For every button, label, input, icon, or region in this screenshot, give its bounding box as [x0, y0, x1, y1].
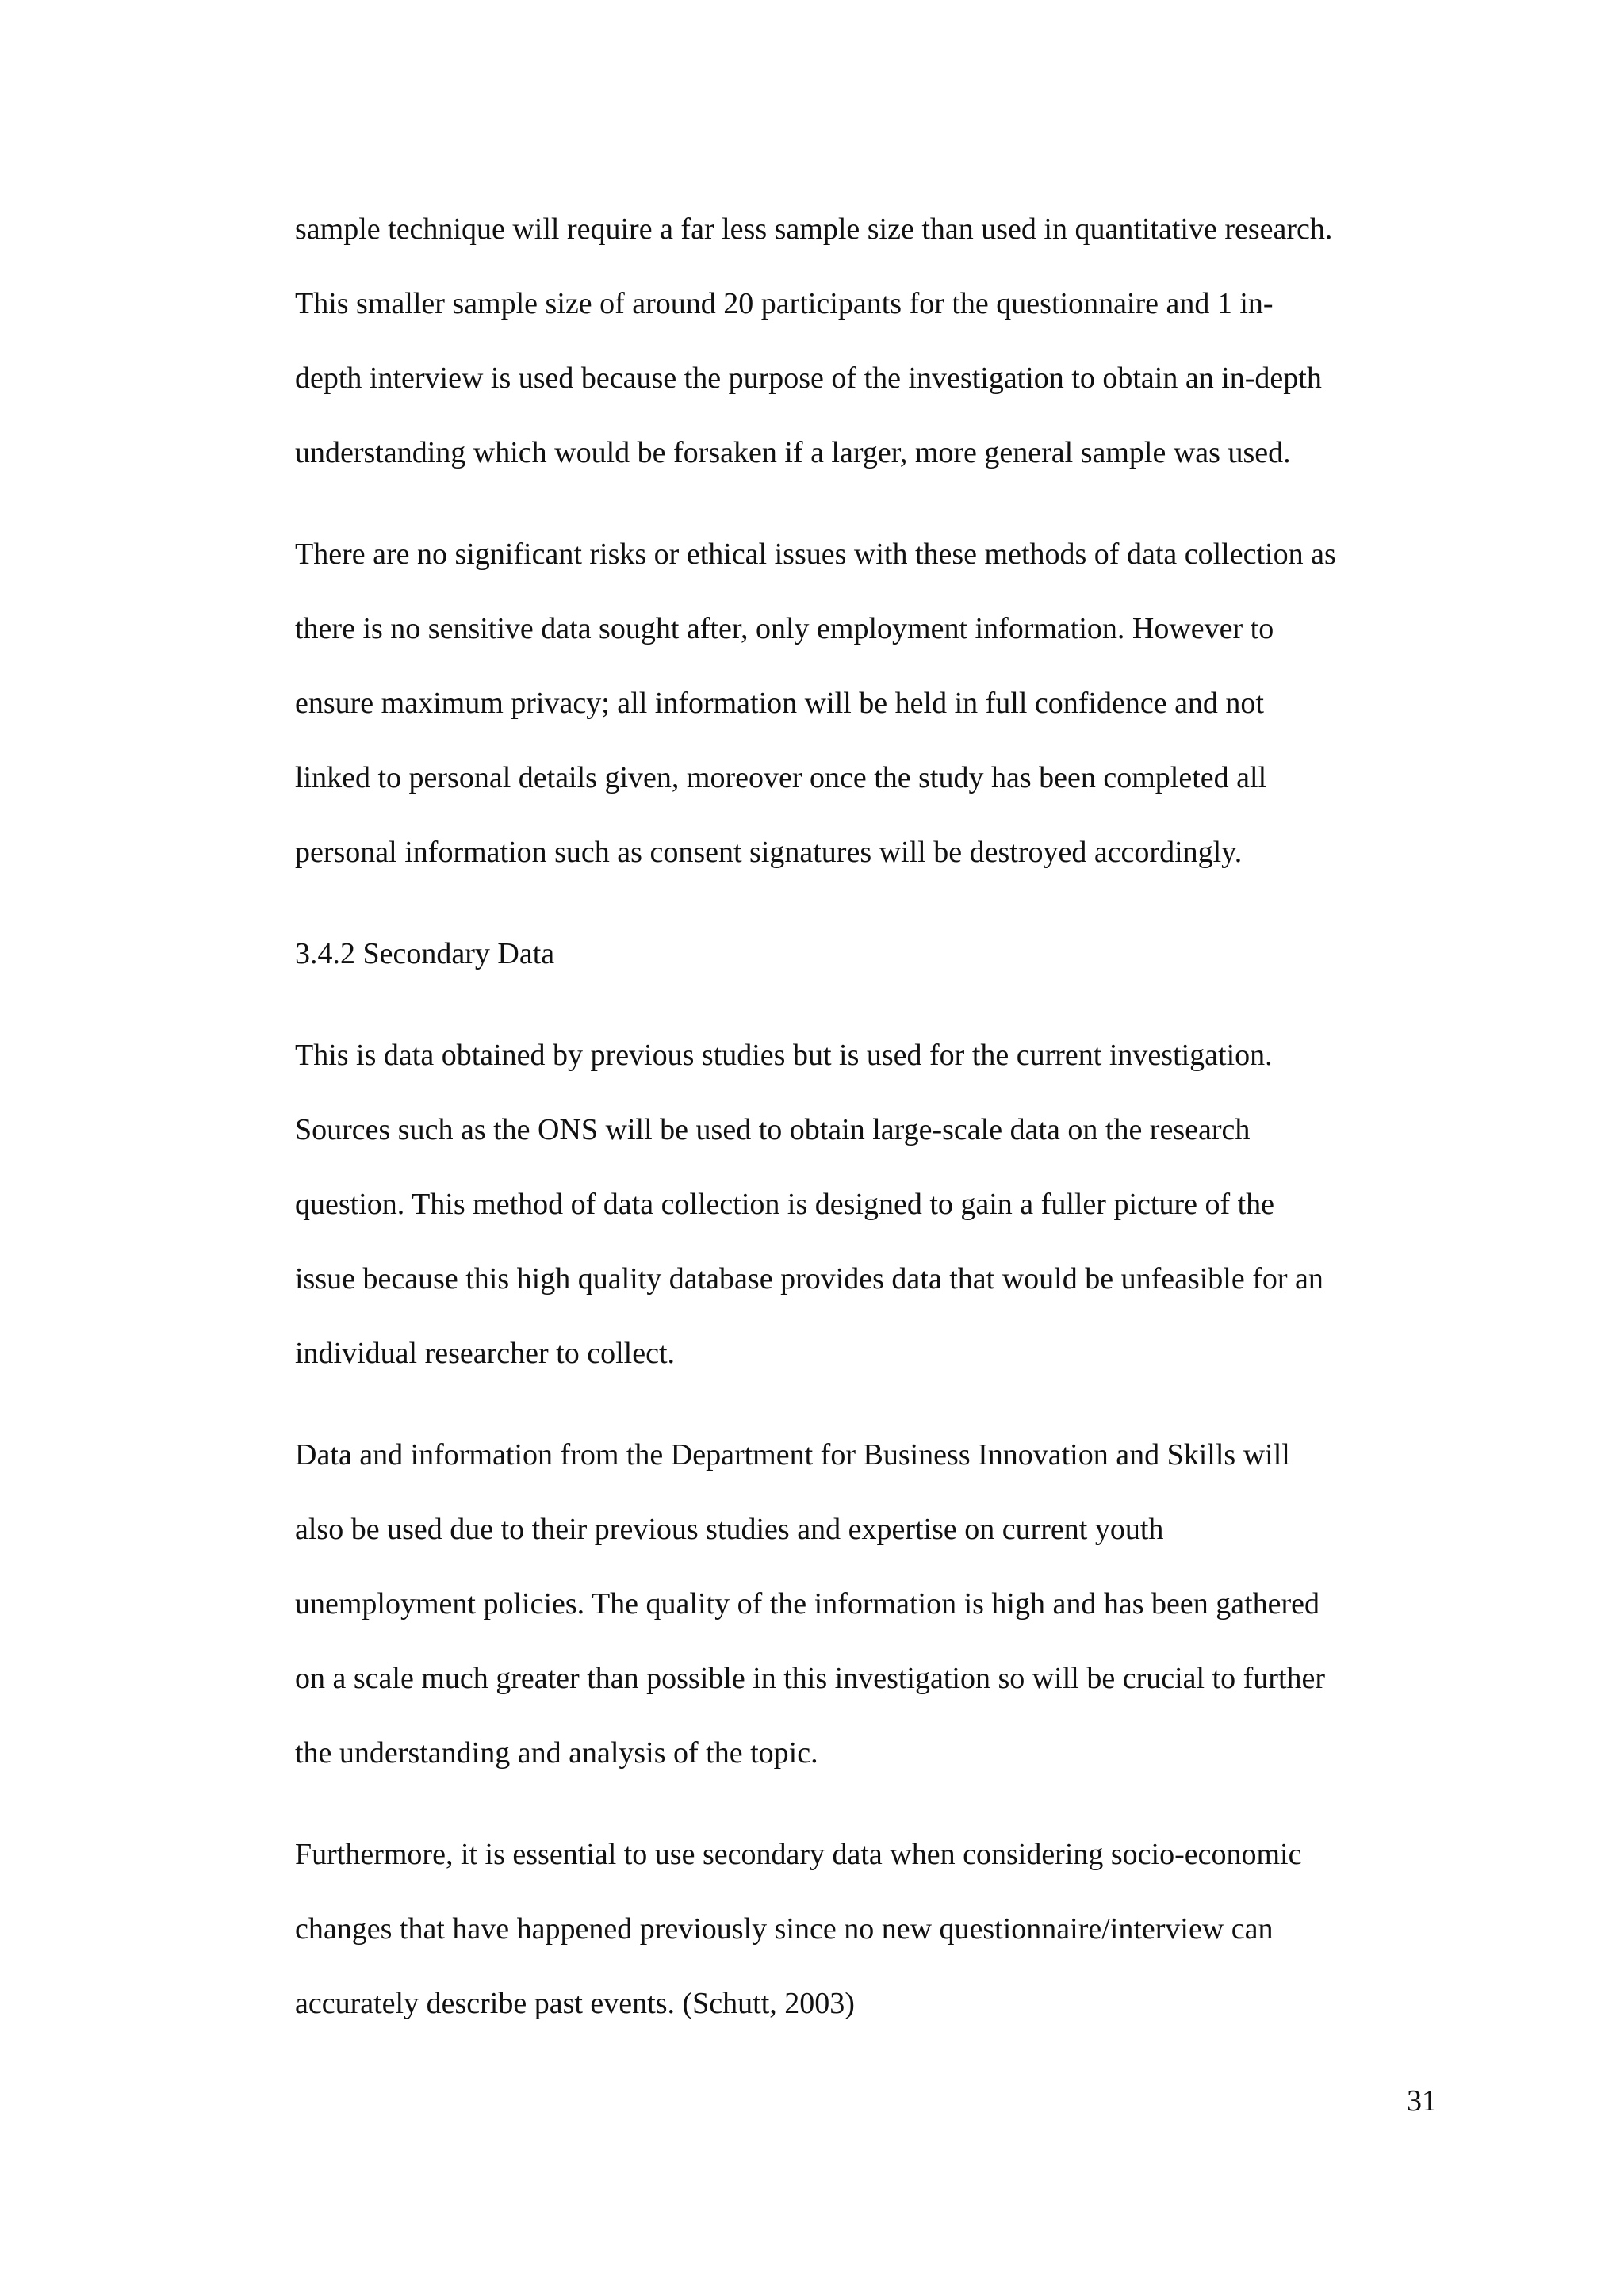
text-line: changes that have happened previously since no new questionnaire/interview can	[295, 1912, 1274, 1946]
paragraph-spacer	[295, 490, 1445, 517]
text-line: understanding which would be forsaken if a larger, more general sample was used.	[295, 436, 1291, 469]
text-line: This is data obtained by previous studies but is used for the current investigation.	[295, 1039, 1273, 1072]
page-number: 31	[1407, 2084, 1437, 2118]
paragraph-spacer	[295, 1790, 1445, 1817]
text-line: unemployment policies. The quality of the information is high and has been gathered	[295, 1587, 1320, 1621]
text-line: ensure maximum privacy; all information will be held in full confidence and not	[295, 687, 1264, 720]
text-line: sample technique will require a far less sample size than used in quantitative research.	[295, 212, 1333, 246]
paragraph-spacer	[295, 890, 1445, 916]
text-line: on a scale much greater than possible in this investigation so will be crucial to further	[295, 1662, 1326, 1695]
text-line: personal information such as consent signatures will be destroyed accordingly.	[295, 836, 1243, 869]
text-line: individual researcher to collect.	[295, 1337, 676, 1370]
text-line: Sources such as the ONS will be used to obtain large-scale data on the research	[295, 1113, 1251, 1146]
paragraph-ethics	[295, 517, 1445, 890]
text-line: There are no significant risks or ethical issues with these methods of data collection as	[295, 538, 1336, 571]
text-line: question. This method of data collection is designed to gain a fuller picture of the	[295, 1188, 1275, 1221]
paragraph-socio-economic	[295, 1817, 1445, 2041]
paragraph-spacer	[295, 991, 1445, 1018]
text-line: there is no sensitive data sought after, only employment information. However to	[295, 612, 1274, 645]
text-line: also be used due to their previous studies and expertise on current youth	[295, 1513, 1164, 1546]
text-line: the understanding and analysis of the topic.	[295, 1736, 818, 1770]
text-line: accurately describe past events. (Schutt, 2003)	[295, 1987, 855, 2020]
section-heading	[295, 916, 1445, 991]
paragraph-spacer	[295, 1391, 1445, 1418]
heading-secondary-data: 3.4.2 Secondary Data	[295, 937, 555, 970]
text-line: linked to personal details given, moreover once the study has been completed all	[295, 761, 1267, 794]
paragraph-secondary-definition	[295, 1018, 1445, 1391]
text-line: depth interview is used because the purpose of the investigation to obtain an in-depth	[295, 362, 1322, 395]
text-line: Furthermore, it is essential to use secondary data when considering socio-economic	[295, 1838, 1302, 1871]
body-text	[295, 192, 1445, 2041]
text-line: This smaller sample size of around 20 participants for the questionnaire and 1 in-	[295, 287, 1274, 320]
text-line: issue because this high quality database provides data that would be unfeasible for an	[295, 1262, 1323, 1295]
paragraph-bis-data	[295, 1418, 1445, 1790]
paragraph-sample-size	[295, 192, 1445, 490]
text-line: Data and information from the Department for Business Innovation and Skills will	[295, 1438, 1290, 1471]
